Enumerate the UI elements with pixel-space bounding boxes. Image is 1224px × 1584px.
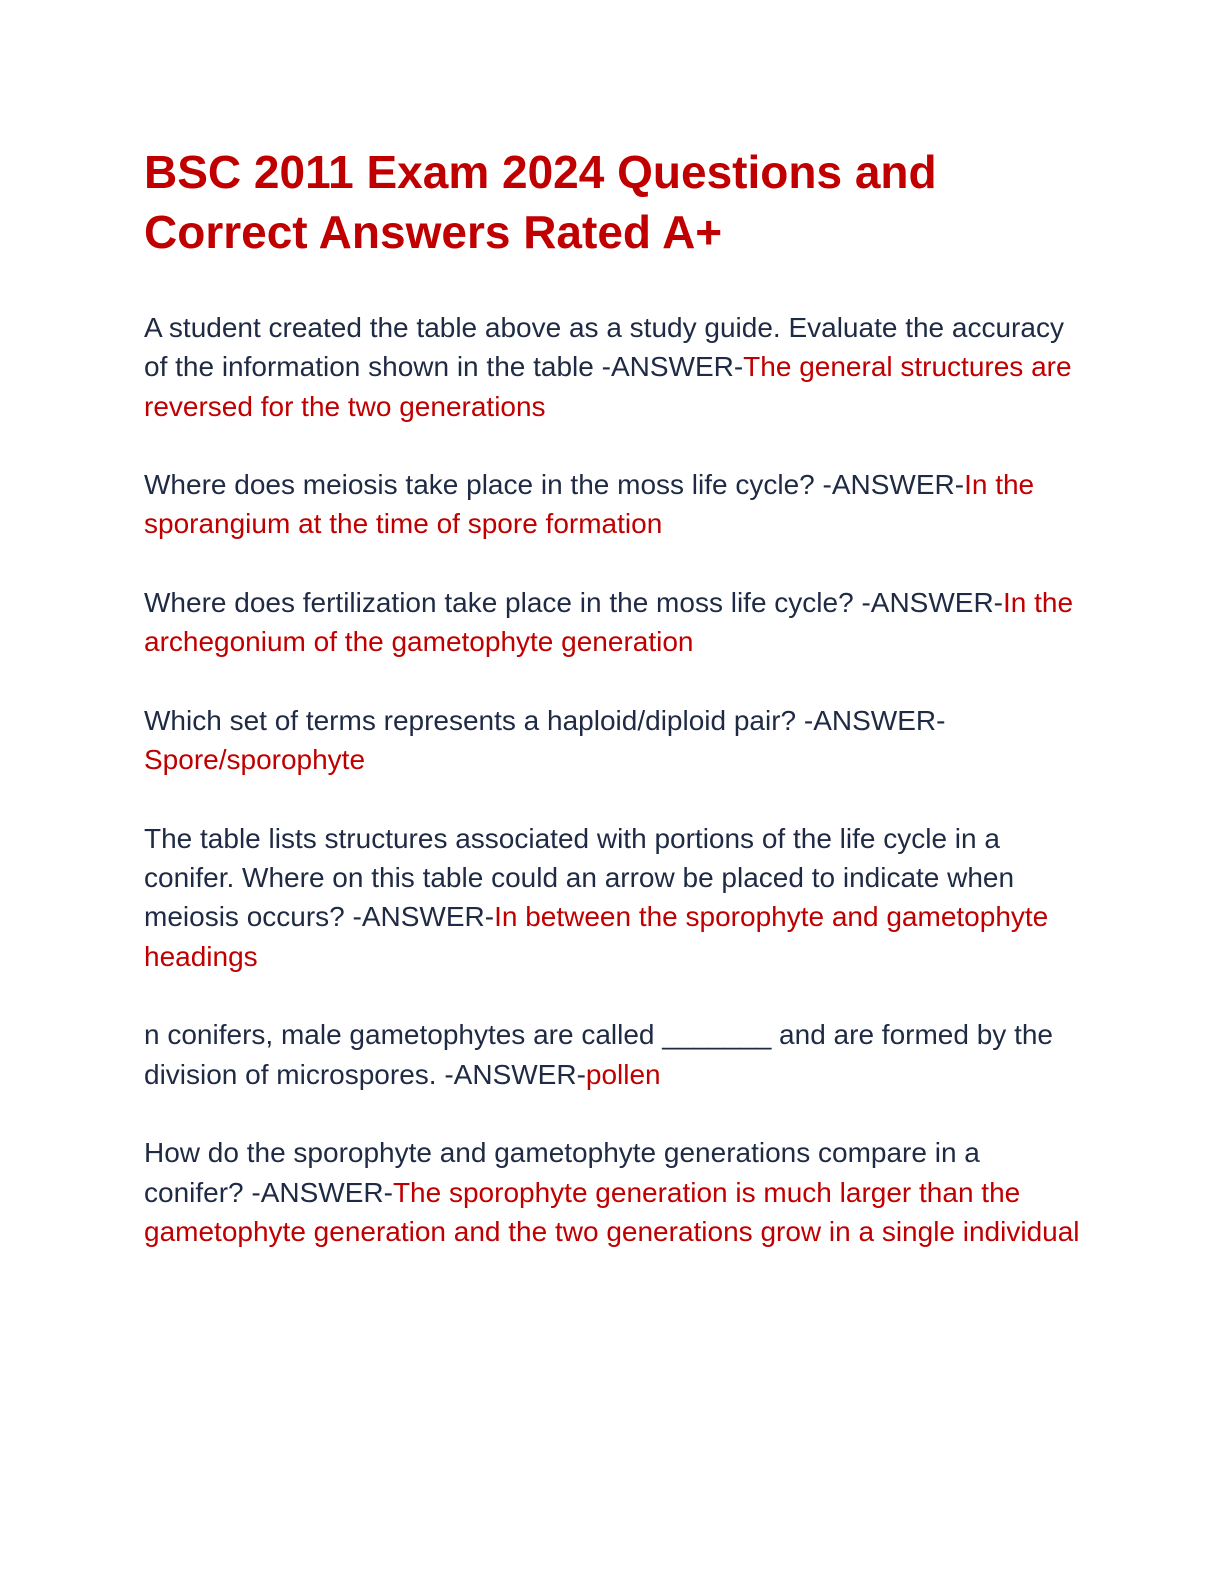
qa-item-3 [144,583,1084,662]
answer-text: The general structures are reversed for the two generations [144,351,1072,422]
answer-text: In between the sporophyte and gametophyte headings [144,901,1049,972]
answer-text: In the archegonium of the gametophyte generation [144,587,1074,658]
question-text: Where does meiosis take place in the moss life cycle? [144,469,823,501]
question-text: How do the sporophyte and gametophyte generations compare in a conifer? [144,1137,980,1208]
question-text: n conifers, male gametophytes are called _______ and are formed by the division of microspores. [144,1019,1054,1090]
answer-text: The sporophyte generation is much larger than the gametophyte generation and the two generations grow in a single individual [144,1176,1080,1247]
question-text: The table lists structures associated with portions of the life cycle in a conifer. Where on this table could an arrow be placed to indicate when meiosis occurs? [144,822,1015,933]
answer-marker: -ANSWER- [861,587,1003,619]
qa-item-2 [144,465,1084,544]
question-text: Where does fertilization take place in the moss life cycle? [144,587,862,619]
answer-marker: -ANSWER- [444,1058,586,1090]
answer-marker: -ANSWER- [803,704,946,736]
answer-text: Spore/sporophyte [144,744,366,776]
question-text: A student created the table above as a study guide. Evaluate the accuracy of the information shown in the table [144,312,1064,383]
answer-marker: -ANSWER- [251,1176,393,1208]
question-text: Which set of terms represents a haploid/diploid pair? [144,704,804,736]
qa-item-4 [144,701,1084,780]
answer-text: pollen [585,1058,661,1090]
answer-marker: -ANSWER- [601,351,744,383]
document-page [144,142,1084,1251]
qa-item-5 [144,819,1084,976]
qa-item-7 [144,1133,1084,1251]
answer-marker: -ANSWER- [822,469,965,501]
qa-item-6 [144,1015,1084,1094]
answer-marker: -ANSWER- [352,901,495,933]
qa-item-1 [144,308,1084,426]
document-title: BSC 2011 Exam 2024 Questions and Correct Answers Rated A+ [144,146,937,258]
answer-text: In the sporangium at the time of spore formation [144,469,1035,540]
